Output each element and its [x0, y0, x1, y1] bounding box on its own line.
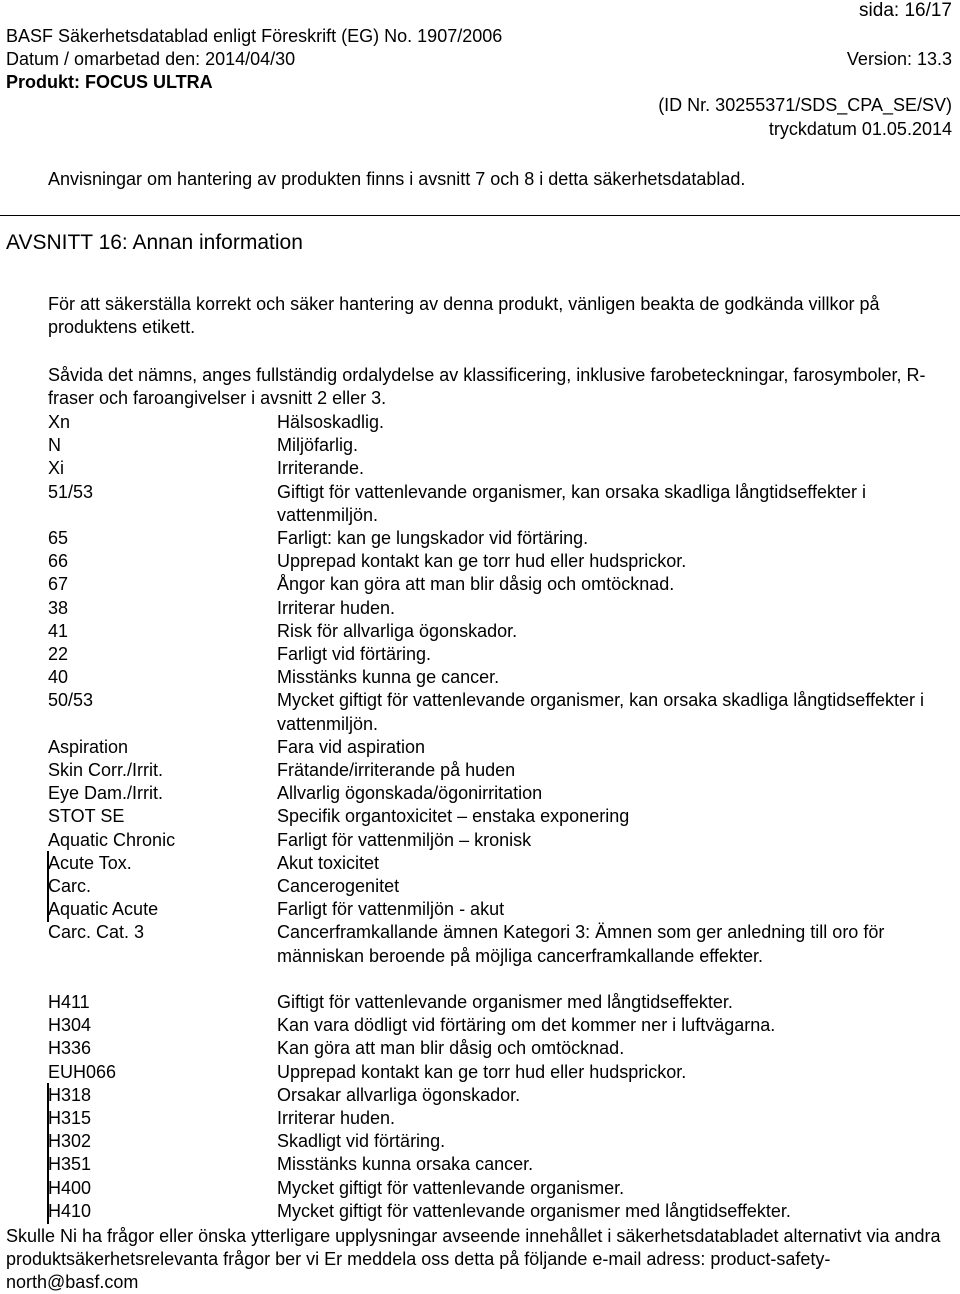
- definition-text: Giftigt för vattenlevande organismer, kan orsaka skadliga långtidseffekter i vattenmiljön.: [277, 481, 866, 525]
- definition-row: [48, 852, 953, 875]
- definition-text: Cancerogenitet: [277, 876, 400, 897]
- definition-code: STOT SE: [48, 806, 125, 827]
- definition-text: Cancerframkallande ämnen Kategori 3: Ämnen som ger anledning till oro för människan beroende på möjliga cancerframkallande effekter.: [277, 922, 885, 966]
- definition-text: Mycket giftigt för vattenlevande organismer med långtidseffekter.: [277, 1200, 791, 1221]
- definition-text: Irriterande.: [277, 458, 365, 479]
- definition-code: Skin Corr./Irrit.: [48, 760, 164, 781]
- definition-row: [48, 689, 953, 735]
- definition-row: [48, 643, 953, 666]
- definition-text: Kan göra att man blir dåsig och omtöcknad.: [277, 1038, 625, 1059]
- definition-code: 41: [48, 620, 69, 641]
- definition-code: Aspiration: [48, 736, 129, 757]
- definition-row: [48, 411, 953, 434]
- definition-text: Upprepad kontakt kan ge torr hud eller hudsprickor.: [277, 551, 687, 572]
- definition-text: Allvarlig ögonskada/ögonirritation: [277, 783, 543, 804]
- definition-code: H400: [48, 1177, 277, 1200]
- definition-row: [48, 481, 953, 527]
- definition-code: Aquatic Acute: [48, 898, 277, 921]
- definition-code: 40: [48, 667, 69, 688]
- page-number: sida: 16/17: [859, 0, 952, 21]
- definition-text: Farligt för vattenmiljön - akut: [277, 899, 505, 920]
- definition-row: [48, 805, 953, 828]
- label-conditions-paragraph: För att säkerställa korrekt och säker hantering av denna produkt, vänligen beakta de godkända villkor på produktens etikett.: [48, 294, 880, 337]
- definition-code: H410: [48, 1200, 277, 1223]
- definition-row: [48, 1084, 953, 1107]
- definition-code: N: [48, 435, 61, 456]
- definition-row: [48, 1107, 953, 1130]
- definition-text: Mycket giftigt för vattenlevande organismer, kan orsaka skadliga långtidseffekter i vattenmiljön.: [277, 690, 925, 734]
- definition-text: Irriterar huden.: [277, 1108, 396, 1129]
- contact-footer: Skulle Ni ha frågor eller önska ytterligare upplysningar avseende innehållet i säkerhetsdatabladet alternativt via andra produktsäkerhetsrelevanta frågor ber vi Er meddela oss detta på följande e-mail adress: product-safety-north@basf.com: [6, 1226, 941, 1292]
- definition-row: [48, 457, 953, 480]
- version: Version: 13.3: [846, 49, 952, 69]
- definition-text: Specifik organtoxicitet – enstaka exponering: [277, 806, 630, 827]
- definition-code: Acute Tox.: [48, 852, 277, 875]
- section-divider: [0, 215, 960, 216]
- definition-code: H304: [48, 1015, 92, 1036]
- definition-row: [48, 434, 953, 457]
- classification-paragraph: Såvida det nämns, anges fullständig ordalydelse av klassificering, inklusive farobeteckningar, farosymboler, R-fraser och faroangivelser i avsnitt 2 eller 3.: [48, 365, 926, 408]
- definition-row: [48, 829, 953, 852]
- product-line: [6, 71, 213, 93]
- definition-text: Farligt vid förtäring.: [277, 644, 432, 665]
- definition-text: Ångor kan göra att man blir dåsig och omtöcknad.: [277, 574, 675, 595]
- definition-row: [48, 573, 953, 596]
- definition-text: Irriterar huden.: [277, 597, 396, 618]
- product-id: (ID Nr. 30255371/SDS_CPA_SE/SV): [658, 95, 952, 115]
- definition-text: Skadligt vid förtäring.: [277, 1131, 446, 1152]
- definition-text: Miljöfarlig.: [277, 435, 359, 456]
- definition-text: Kan vara dödligt vid förtäring om det kommer ner i luftvägarna.: [277, 1015, 776, 1036]
- definition-code: H302: [48, 1130, 277, 1153]
- definition-code: 38: [48, 597, 69, 618]
- definition-row: [48, 1153, 953, 1176]
- definition-row: [48, 898, 953, 921]
- handling-note: Anvisningar om hantering av produkten finns i avsnitt 7 och 8 i detta säkerhetsdatablad.: [48, 169, 746, 189]
- definition-text: Misstänks kunna orsaka cancer.: [277, 1154, 534, 1175]
- definition-text: Frätande/irriterande på huden: [277, 760, 516, 781]
- definition-code: 51/53: [48, 481, 94, 502]
- definition-code: 66: [48, 551, 69, 572]
- definition-row: [48, 527, 953, 550]
- section-title: AVSNITT 16: Annan information: [6, 231, 303, 254]
- definition-code: H351: [48, 1153, 277, 1176]
- definition-text: Farligt för vattenmiljön – kronisk: [277, 829, 532, 850]
- definition-code: Carc.: [48, 875, 277, 898]
- definition-code: H315: [48, 1107, 277, 1130]
- definition-row: [48, 1200, 953, 1223]
- definition-row: [48, 782, 953, 805]
- definition-code: 67: [48, 574, 69, 595]
- definition-code: 22: [48, 644, 69, 665]
- definition-code: 50/53: [48, 690, 94, 711]
- definition-code: Carc. Cat. 3: [48, 922, 145, 943]
- document-title: BASF Säkerhetsdatablad enligt Föreskrift (EG) No. 1907/2006: [6, 26, 503, 46]
- definition-row: [48, 759, 953, 782]
- definition-row: [48, 550, 953, 573]
- definition-code: EUH066: [48, 1061, 117, 1082]
- definition-text: Upprepad kontakt kan ge torr hud eller hudsprickor.: [277, 1061, 687, 1082]
- definition-code: Xn: [48, 412, 71, 432]
- definition-text: Akut toxicitet: [277, 852, 380, 873]
- definition-text: Orsakar allvarliga ögonskador.: [277, 1084, 521, 1105]
- definition-text: Hälsoskadlig.: [277, 412, 385, 432]
- definition-code: Eye Dam./Irrit.: [48, 783, 164, 804]
- definition-row: [48, 736, 953, 759]
- definition-row: [48, 666, 953, 689]
- definition-text: Giftigt för vattenlevande organismer med långtidseffekter.: [277, 992, 733, 1013]
- definition-text: Mycket giftigt för vattenlevande organismer.: [277, 1177, 625, 1198]
- classification-definitions: [48, 411, 953, 1223]
- definition-text: Risk för allvarliga ögonskador.: [277, 620, 518, 641]
- print-date: tryckdatum 01.05.2014: [768, 119, 952, 139]
- definition-code: 65: [48, 528, 69, 549]
- product-name: FOCUS ULTRA: [85, 72, 213, 92]
- revision-date: Datum / omarbetad den: 2014/04/30: [6, 49, 296, 69]
- definition-code: H411: [48, 992, 90, 1013]
- definition-row: [48, 1130, 953, 1153]
- definition-text: Misstänks kunna ge cancer.: [277, 667, 500, 688]
- definition-code: H318: [48, 1084, 277, 1107]
- definition-text: Fara vid aspiration: [277, 736, 426, 757]
- definition-row: [48, 1037, 953, 1060]
- definition-row: [48, 1061, 953, 1084]
- definition-row: [48, 921, 953, 967]
- definition-row: [48, 875, 953, 898]
- definition-code: H336: [48, 1038, 92, 1059]
- definition-text: Farligt: kan ge lungskador vid förtäring.: [277, 528, 589, 549]
- definition-code: Xi: [48, 458, 65, 479]
- definition-row: [48, 620, 953, 643]
- product-label: Produkt:: [6, 72, 80, 92]
- definition-row: [48, 1177, 953, 1200]
- definition-row: [48, 991, 953, 1014]
- definition-row: [48, 1014, 953, 1037]
- definition-code: Aquatic Chronic: [48, 829, 176, 850]
- definition-row: [48, 597, 953, 620]
